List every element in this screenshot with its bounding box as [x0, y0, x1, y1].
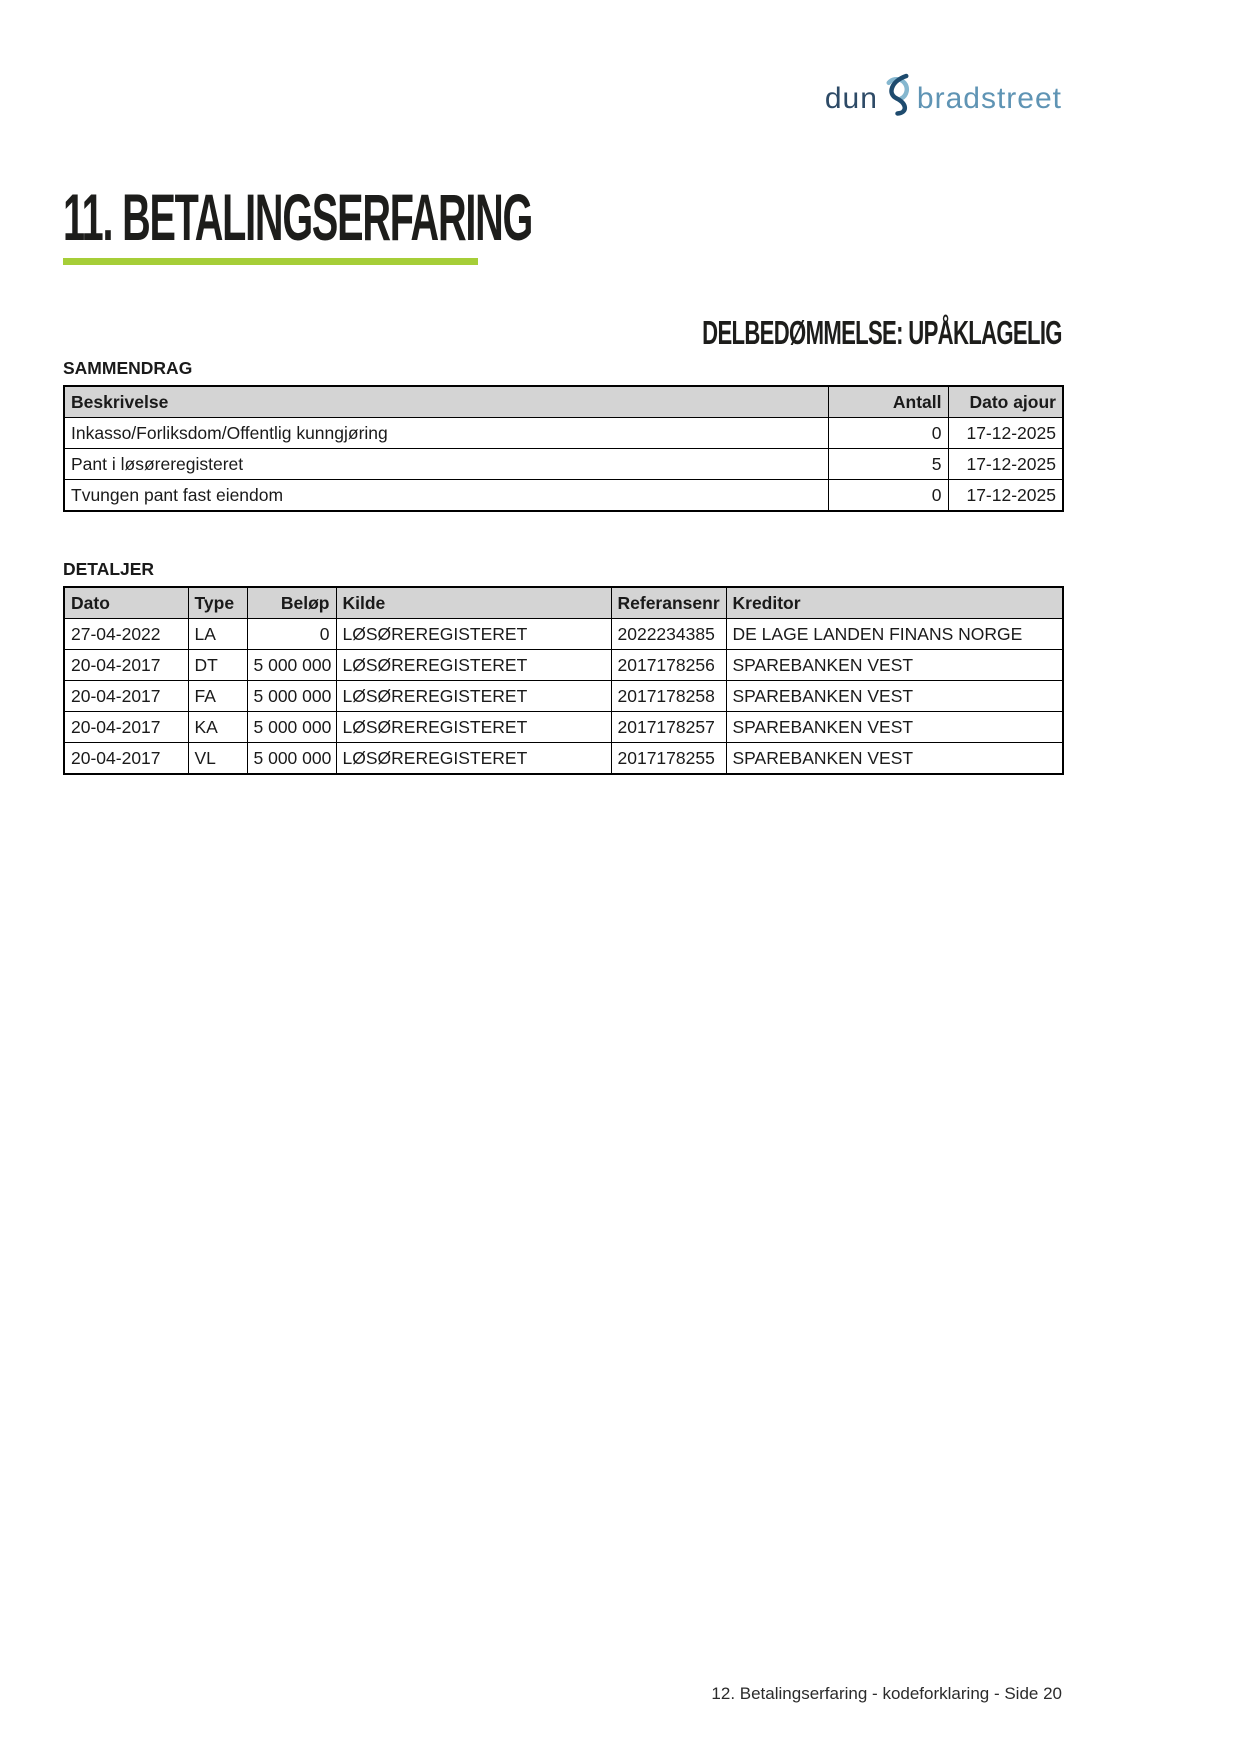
details-cell-kilde: LØSØREREGISTERET: [336, 743, 611, 775]
details-col-kilde: Kilde: [336, 587, 611, 619]
details-cell-dato: 20-04-2017: [64, 681, 188, 712]
details-cell-dato: 20-04-2017: [64, 743, 188, 775]
details-col-type: Type: [188, 587, 247, 619]
ampersand-icon: [880, 72, 915, 117]
table-row: [64, 619, 1063, 650]
section-title: 11. BETALINGSERFARING: [63, 180, 533, 254]
table-row: [64, 712, 1063, 743]
title-rule: [63, 258, 478, 265]
details-cell-referansenr: 2017178255: [611, 743, 726, 775]
details-cell-belop: 0: [247, 619, 336, 650]
details-cell-kilde: LØSØREREGISTERET: [336, 650, 611, 681]
table-row: [64, 480, 1063, 512]
details-cell-type: LA: [188, 619, 247, 650]
dun-bradstreet-logo: [825, 72, 1062, 117]
details-cell-type: VL: [188, 743, 247, 775]
details-table: [63, 586, 1064, 775]
details-cell-dato: 27-04-2022: [64, 619, 188, 650]
details-cell-kilde: LØSØREREGISTERET: [336, 712, 611, 743]
details-label: DETALJER: [63, 559, 155, 579]
summary-cell-antall: 0: [828, 418, 948, 449]
summary-cell-dato-ajour: 17-12-2025: [948, 449, 1063, 480]
summary-table: [63, 385, 1064, 512]
table-row: [64, 418, 1063, 449]
details-cell-type: FA: [188, 681, 247, 712]
summary-cell-dato-ajour: 17-12-2025: [948, 480, 1063, 512]
table-row: [64, 449, 1063, 480]
summary-cell-dato-ajour: 17-12-2025: [948, 418, 1063, 449]
details-cell-belop: 5 000 000: [247, 712, 336, 743]
details-cell-referansenr: 2022234385: [611, 619, 726, 650]
table-row: [64, 743, 1063, 775]
summary-col-dato-ajour: Dato ajour: [948, 386, 1063, 418]
summary-cell-antall: 5: [828, 449, 948, 480]
summary-label: SAMMENDRAG: [63, 358, 193, 378]
details-col-belop: Beløp: [247, 587, 336, 619]
summary-cell-antall: 0: [828, 480, 948, 512]
details-cell-kilde: LØSØREREGISTERET: [336, 681, 611, 712]
table-row: [64, 681, 1063, 712]
details-cell-belop: 5 000 000: [247, 743, 336, 775]
assessment-text: DELBEDØMMELSE: UPÅKLAGELIG: [702, 314, 1062, 351]
details-cell-referansenr: 2017178257: [611, 712, 726, 743]
summary-header-row: [64, 386, 1063, 418]
summary-cell-beskrivelse: Tvungen pant fast eiendom: [64, 480, 828, 512]
logo-text-dun: dun: [824, 82, 878, 115]
details-cell-belop: 5 000 000: [247, 681, 336, 712]
summary-cell-beskrivelse: Pant i løsøreregisteret: [64, 449, 828, 480]
details-cell-kreditor: SPAREBANKEN VEST: [726, 712, 1063, 743]
details-cell-kreditor: SPAREBANKEN VEST: [726, 650, 1063, 681]
summary-col-antall: Antall: [828, 386, 948, 418]
details-cell-dato: 20-04-2017: [64, 712, 188, 743]
summary-col-beskrivelse: Beskrivelse: [64, 386, 828, 418]
page-footer: 12. Betalingserfaring - kodeforklaring - Side 20: [711, 1684, 1062, 1703]
details-cell-kreditor: SPAREBANKEN VEST: [726, 743, 1063, 775]
details-cell-belop: 5 000 000: [247, 650, 336, 681]
details-col-kreditor: Kreditor: [726, 587, 1063, 619]
details-cell-type: KA: [188, 712, 247, 743]
summary-cell-beskrivelse: Inkasso/Forliksdom/Offentlig kunngjøring: [64, 418, 828, 449]
logo-text-bradstreet: bradstreet: [916, 82, 1062, 115]
details-header-row: [64, 587, 1063, 619]
details-cell-dato: 20-04-2017: [64, 650, 188, 681]
details-col-referansenr: Referansenr: [611, 587, 726, 619]
details-col-dato: Dato: [64, 587, 188, 619]
details-cell-type: DT: [188, 650, 247, 681]
details-cell-kreditor: DE LAGE LANDEN FINANS NORGE: [726, 619, 1063, 650]
details-cell-referansenr: 2017178258: [611, 681, 726, 712]
details-cell-referansenr: 2017178256: [611, 650, 726, 681]
details-cell-kilde: LØSØREREGISTERET: [336, 619, 611, 650]
details-cell-kreditor: SPAREBANKEN VEST: [726, 681, 1063, 712]
table-row: [64, 650, 1063, 681]
